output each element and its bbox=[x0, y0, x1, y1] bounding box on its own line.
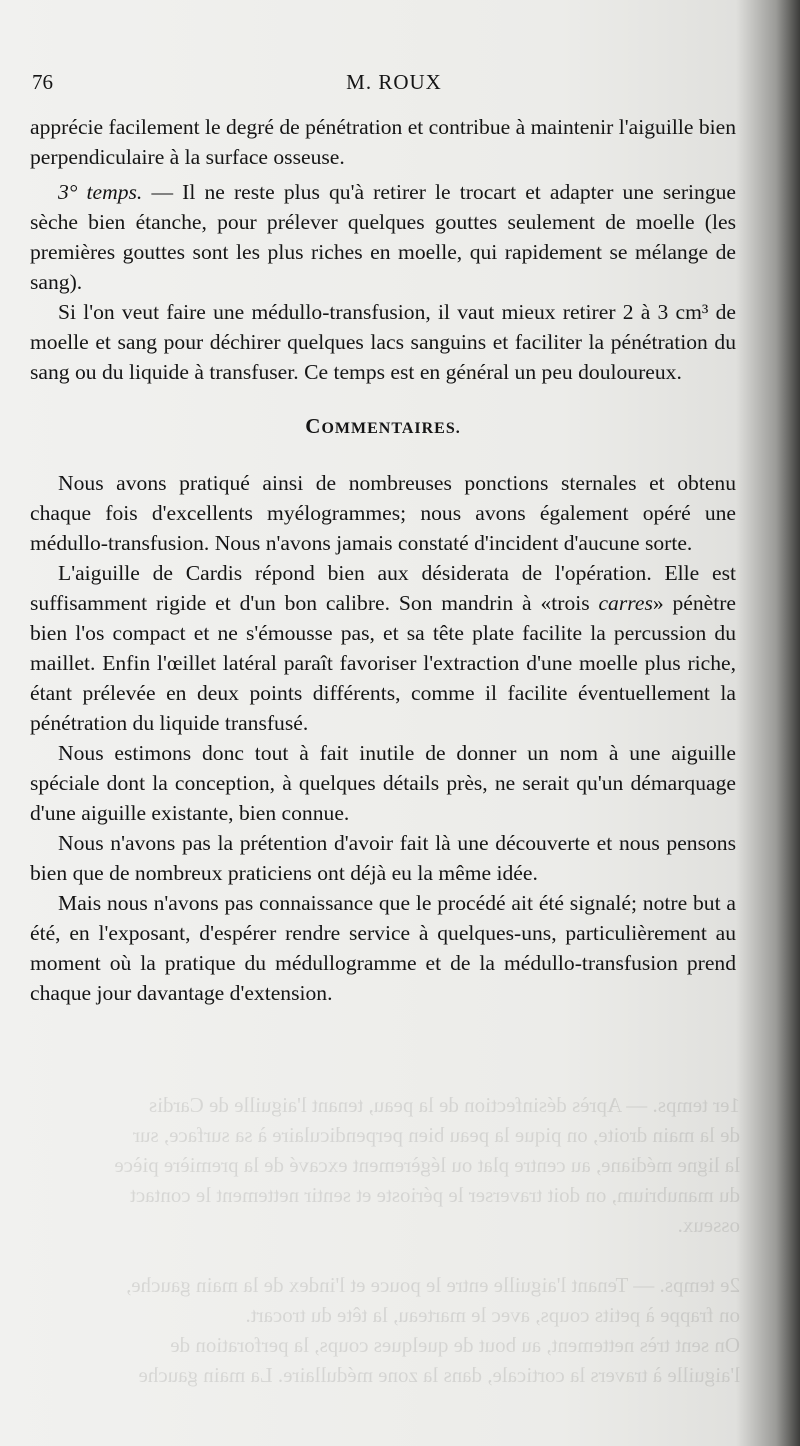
show-through-line: on frappe à petits coups, avec le marteau, la tête du trocart. bbox=[245, 1303, 740, 1327]
paragraph bbox=[30, 558, 736, 738]
page-number: 76 bbox=[32, 70, 53, 94]
show-through-line: 1er temps. — Après désinfection de la peau, tenant l'aiguille de Cardis bbox=[148, 1093, 740, 1117]
show-through-line: l'aiguille à travers la corticale, dans la zone médullaire. La main gauche bbox=[138, 1363, 740, 1387]
running-title: M. ROUX bbox=[346, 70, 442, 94]
italic-term: carres bbox=[598, 591, 653, 615]
paragraph-text: L'aiguille de Cardis répond bien aux désiderata de l'opération. Elle est suffisamment rigide et d'un bon calibre. Son mandrin à «trois bbox=[30, 561, 736, 615]
paragraph bbox=[30, 177, 736, 297]
page-body bbox=[30, 112, 736, 1008]
heading-rest: OMMENTAIRES. bbox=[321, 420, 461, 437]
paragraph: Si l'on veut faire une médullo-transfusion, il vaut mieux retirer 2 à 3 cm³ de moelle et sang pour déchirer quelques lacs sanguins et faciliter la pénétration du sang ou du liquide à transfuser. Ce temps est en général un peu douloureux. bbox=[30, 300, 736, 384]
paragraph: Nous avons pratiqué ainsi de nombreuses ponctions sternales et obtenu chaque fois d'excellents myélogrammes; nous avons également opéré une médullo-transfusion. Nous n'avons jamais constaté d'incident d'aucune sorte. bbox=[30, 471, 736, 555]
paragraph: Mais nous n'avons pas connaissance que le procédé ait été signalé; notre but a été, en l'exposant, d'espérer rendre service à quelques-uns, particulièrement au moment où la pratique du médullogramme et de la médullo-transfusion prend chaque jour davantage d'extension. bbox=[30, 891, 736, 1005]
paragraph-text: — Il ne reste plus qu'à retirer le trocart et adapter une seringue sèche bien étanche, pour prélever quelques gouttes seulement de moelle (les premières gouttes sont les plus riches en moelle, qui rapidement se mélange de sang). bbox=[30, 180, 737, 294]
show-through-line: 2e temps. — Tenant l'aiguille entre le pouce et l'index de la main gauche, bbox=[126, 1273, 740, 1297]
section-heading bbox=[30, 411, 736, 444]
page-header bbox=[32, 70, 756, 100]
paragraph: Nous n'avons pas la prétention d'avoir fait là une découverte et nous pensons bien que de nombreux praticiens ont déjà eu la même idée. bbox=[30, 831, 736, 885]
show-through-line: osseux. bbox=[677, 1213, 740, 1237]
show-through-line: de la main droite, on pique la peau bien perpendiculaire à sa surface, sur bbox=[132, 1123, 740, 1147]
show-through-line: du manubrium, on doit traverser le périoste et sentir nettement le contact bbox=[130, 1183, 740, 1207]
heading-initial: C bbox=[305, 414, 322, 438]
paragraph: apprécie facilement le degré de pénétration et contribue à maintenir l'aiguille bien perpendiculaire à la surface osseuse. bbox=[30, 115, 736, 169]
paragraph: Nous estimons donc tout à fait inutile de donner un nom à une aiguille spéciale dont la conception, à quelques détails près, ne serait qu'un démarquage d'une aiguille existante, bien connue. bbox=[30, 741, 736, 825]
step-label: 3° temps. bbox=[58, 180, 143, 204]
paragraph-text: » pénètre bien l'os compact et ne s'émousse pas, et sa tête plate facilite la percussion du maillet. Enfin l'œillet latéral paraît favoriser l'extraction d'une moelle plus riche, étant prélevée en deux points différents, comme il facilite éventuellement la pénétration du liquide transfusé. bbox=[30, 591, 736, 735]
show-through-line: la ligne médiane, au centre plat ou légèrement excavé de la première pièce bbox=[114, 1153, 740, 1177]
show-through-line: On sent très nettement, au bout de quelques coups, la perforation de bbox=[170, 1333, 740, 1357]
